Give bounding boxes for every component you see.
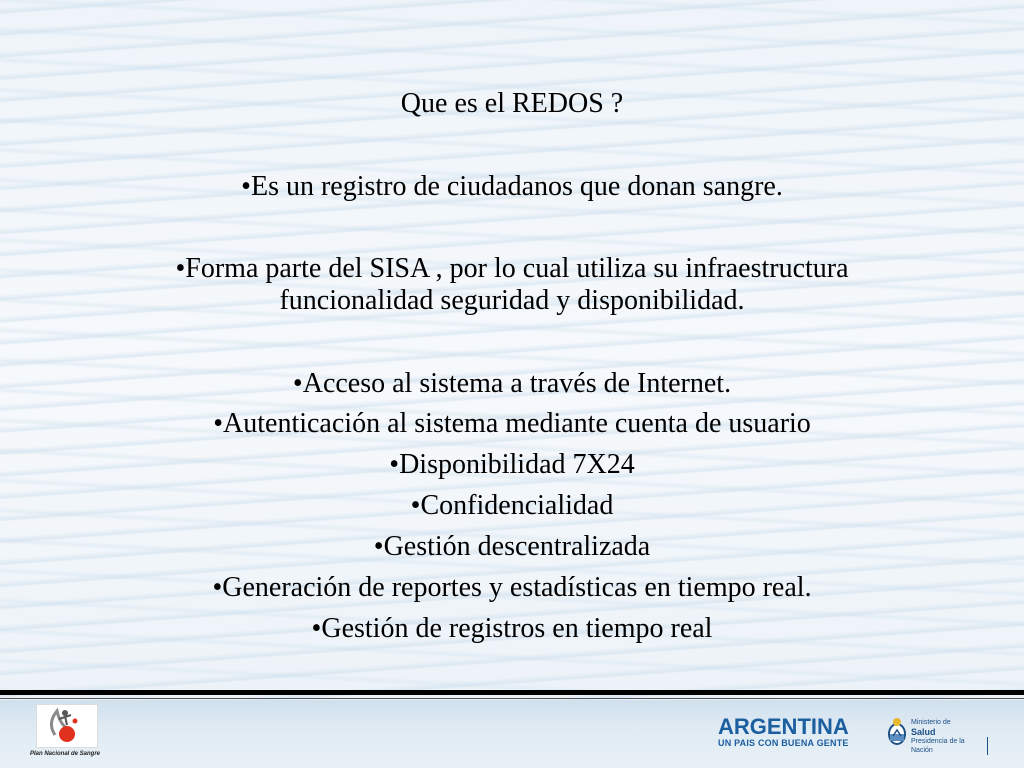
bullet-dot: • bbox=[292, 368, 303, 399]
ministry-line-3: Presidencia de la Nación bbox=[911, 737, 988, 755]
bullet-item bbox=[0, 449, 1024, 481]
blood-donor-icon bbox=[37, 705, 97, 747]
bullet-item bbox=[0, 531, 1024, 563]
bullet-item bbox=[0, 171, 1024, 203]
bullet-dot: • bbox=[410, 490, 421, 521]
ministry-line-1: Ministerio de bbox=[911, 719, 951, 726]
footer-band bbox=[0, 700, 1024, 768]
bullet-text: Autenticación al sistema mediante cuenta de usuario bbox=[223, 408, 811, 439]
bullet-dot: • bbox=[241, 171, 251, 202]
bullet-item bbox=[0, 613, 1024, 645]
bullet-continuation: funcionalidad seguridad y disponibilidad. bbox=[279, 285, 745, 316]
slide-title: Que es el REDOS ? bbox=[400, 88, 624, 119]
bullet-item bbox=[0, 408, 1024, 440]
ministerio-salud-brand bbox=[911, 719, 1011, 755]
bullet-text: Confidencialidad bbox=[420, 490, 614, 521]
logo-caption: Plan Nacional de Sangre bbox=[30, 751, 101, 757]
bullet-item bbox=[0, 490, 1024, 522]
footer-divider bbox=[0, 690, 1024, 695]
bullet-text: Forma parte del SISA , por lo cual utiliza su infraestructura bbox=[185, 253, 849, 284]
argentina-brand bbox=[718, 716, 863, 748]
bullet-dot: • bbox=[213, 408, 224, 439]
bullet-item bbox=[0, 368, 1024, 400]
bullet-text: Gestión descentralizada bbox=[383, 531, 651, 562]
footer-divider-thin bbox=[0, 698, 1024, 699]
bullet-text: Generación de reportes y estadísticas en tiempo real. bbox=[222, 572, 812, 603]
bullet-dot: • bbox=[175, 253, 186, 284]
argentina-slogan: UN PAIS CON BUENA GENTE bbox=[718, 738, 849, 748]
bullet-item bbox=[0, 253, 1024, 317]
bullet-text: Disponibilidad 7X24 bbox=[399, 449, 635, 480]
bullet-item bbox=[0, 572, 1024, 604]
bullet-text: Gestión de registros en tiempo real bbox=[321, 613, 713, 644]
bullet-dot: • bbox=[373, 531, 384, 562]
national-crest-icon bbox=[886, 716, 908, 748]
plan-nacional-sangre-logo bbox=[36, 704, 98, 748]
bullet-text: Es un registro de ciudadanos que donan sangre. bbox=[250, 171, 783, 202]
bullet-dot: • bbox=[311, 613, 322, 644]
ministry-line-2: Salud bbox=[911, 727, 936, 737]
argentina-title: ARGENTINA bbox=[718, 714, 849, 739]
bullet-text: Acceso al sistema a través de Internet. bbox=[302, 368, 732, 399]
bullet-dot: • bbox=[389, 449, 400, 480]
bullet-dot: • bbox=[212, 572, 223, 603]
